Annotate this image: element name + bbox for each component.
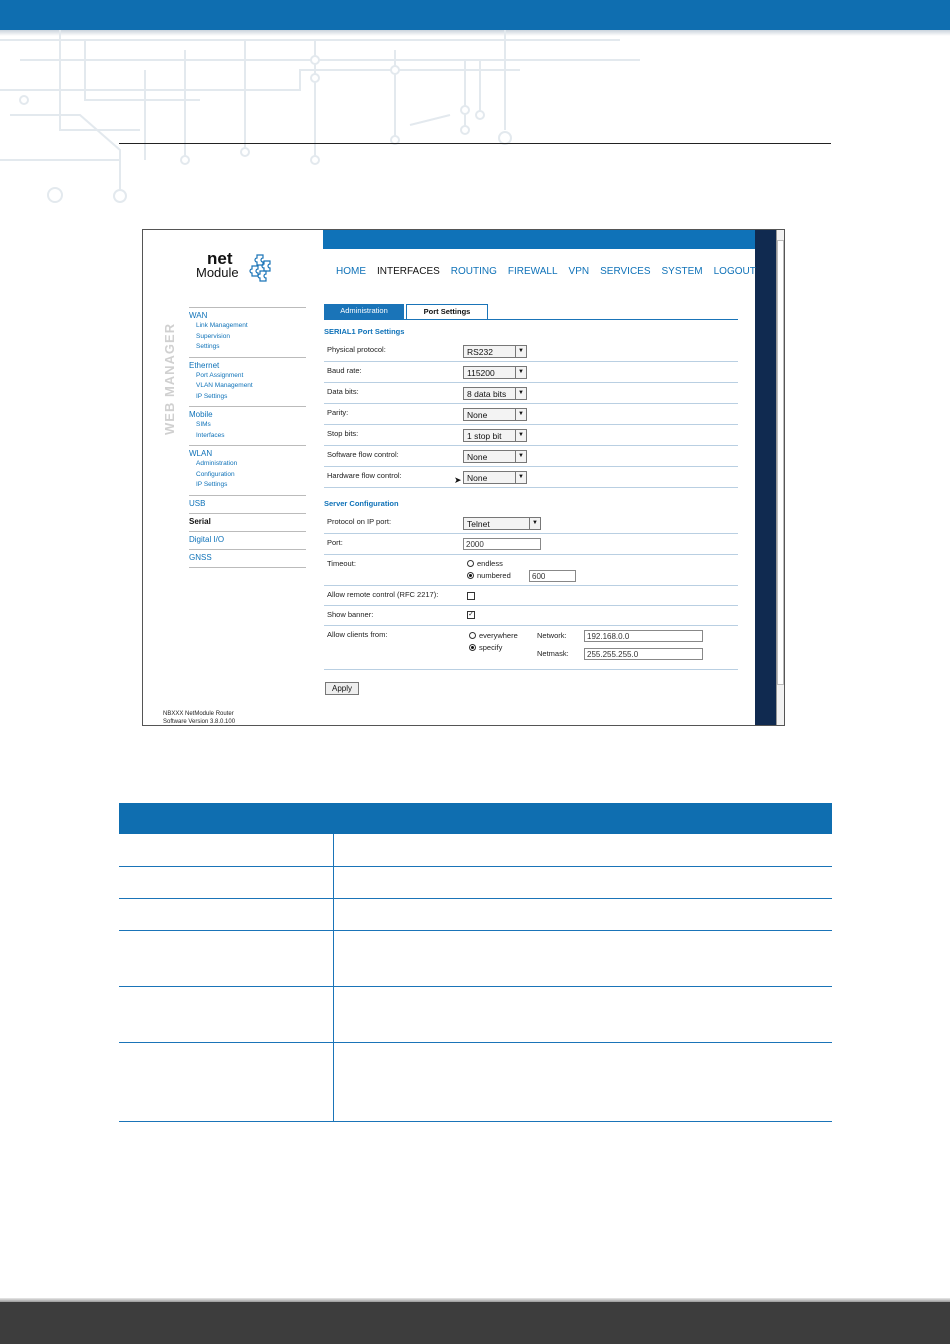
table-header-cell	[119, 803, 333, 834]
nav-interfaces[interactable]: INTERFACES	[377, 266, 440, 277]
table-cell	[119, 866, 333, 898]
tab-port-settings[interactable]: Port Settings	[406, 304, 488, 319]
table-row	[119, 930, 832, 986]
allow-clients-label: Allow clients from:	[327, 630, 388, 639]
protocol-select[interactable]	[463, 517, 541, 530]
tab-underline	[324, 319, 738, 320]
row-show-banner	[324, 606, 738, 626]
chevron-down-icon: ▼	[515, 472, 526, 483]
sidebar-item-wlan-administration[interactable]: Administration	[196, 460, 238, 467]
sidebar-item-vlan-management[interactable]: VLAN Management	[196, 382, 253, 389]
parity-select[interactable]	[463, 408, 527, 421]
physical-protocol-value: RS232	[467, 347, 493, 357]
nav-services[interactable]: SERVICES	[600, 266, 651, 277]
table-row	[119, 1042, 832, 1121]
parameter-table	[119, 803, 832, 1122]
remote-control-label: Allow remote control (RFC 2217):	[327, 590, 439, 599]
protocol-value: Telnet	[467, 519, 490, 529]
table-cell	[333, 930, 832, 986]
main-nav	[336, 266, 756, 277]
tab-bar	[324, 304, 488, 319]
sidebar-item-usb[interactable]: USB	[189, 498, 206, 508]
scrollbar-thumb[interactable]	[777, 240, 784, 685]
table-row	[119, 834, 832, 866]
port-label: Port:	[327, 538, 343, 547]
hardware-flow-control-label: Hardware flow control:	[327, 471, 402, 480]
sidebar-item-wan-settings[interactable]: Settings	[196, 343, 220, 350]
web-manager-screenshot	[142, 229, 785, 726]
row-baud-rate	[324, 362, 738, 383]
physical-protocol-select[interactable]	[463, 345, 527, 358]
row-parity	[324, 404, 738, 425]
network-label: Network:	[537, 631, 567, 640]
table-row	[119, 866, 832, 898]
nav-system[interactable]: SYSTEM	[661, 266, 703, 277]
data-bits-select[interactable]	[463, 387, 527, 400]
timeout-endless-label: endless	[477, 559, 503, 568]
row-stop-bits	[324, 425, 738, 446]
table-cell	[119, 986, 333, 1042]
nav-home[interactable]: HOME	[336, 266, 366, 277]
data-bits-value: 8 data bits	[467, 389, 507, 399]
timeout-endless-radio[interactable]	[467, 560, 474, 567]
sidebar-item-digital-io[interactable]: Digital I/O	[189, 534, 225, 544]
table-cell	[119, 898, 333, 930]
apply-button[interactable]: Apply	[325, 682, 359, 695]
serial-section-title: SERIAL1 Port Settings	[324, 327, 405, 336]
nav-firewall[interactable]: FIREWALL	[507, 266, 558, 277]
stop-bits-label: Stop bits:	[327, 429, 359, 438]
table-row	[119, 986, 832, 1042]
physical-protocol-label: Physical protocol:	[327, 345, 386, 354]
chevron-down-icon: ▼	[515, 367, 526, 378]
sidebar-section-digital-io	[189, 531, 306, 549]
sidebar-item-link-management[interactable]: Link Management	[196, 322, 248, 329]
clients-everywhere-label: everywhere	[479, 631, 518, 640]
netmodule-logo	[193, 249, 273, 283]
row-allow-clients	[324, 626, 738, 670]
logo-net-text: net	[207, 249, 233, 268]
web-manager-header-band	[323, 230, 755, 249]
protocol-label: Protocol on IP port:	[327, 517, 392, 526]
remote-control-checkbox[interactable]	[467, 592, 475, 600]
router-name: NBXXX NetModule Router	[163, 711, 234, 717]
row-hardware-flow-control	[324, 467, 738, 488]
clients-specify-radio[interactable]	[469, 644, 476, 651]
sidebar-item-wlan[interactable]: WLAN	[189, 449, 213, 458]
sidebar-section-wlan	[189, 445, 306, 495]
netmask-input[interactable]: 255.255.255.0	[584, 648, 703, 660]
nav-routing[interactable]: ROUTING	[450, 266, 497, 277]
software-flow-control-value: None	[467, 452, 488, 462]
table-cell	[333, 1042, 832, 1121]
stop-bits-select[interactable]	[463, 429, 527, 442]
sidebar-item-wlan-configuration[interactable]: Configuration	[196, 470, 235, 478]
parity-label: Parity:	[327, 408, 349, 417]
sidebar-item-ethernet-ip-settings[interactable]: IP Settings	[196, 392, 228, 400]
table-cell	[119, 834, 333, 866]
sidebar-section-serial	[189, 513, 306, 531]
table-row	[119, 898, 832, 930]
hardware-flow-control-value: None	[467, 473, 488, 483]
nav-logout[interactable]: LOGOUT	[713, 266, 756, 277]
chevron-down-icon: ▼	[515, 388, 526, 399]
clients-specify-label: specify	[479, 643, 503, 652]
table-cell	[119, 1042, 333, 1121]
row-remote-control	[324, 586, 738, 606]
sidebar-item-sims[interactable]: SIMs	[196, 421, 211, 428]
sidebar-section-usb	[189, 495, 306, 513]
circuit-decoration	[0, 30, 650, 220]
tab-administration[interactable]: Administration	[324, 304, 404, 319]
data-bits-label: Data bits:	[327, 387, 359, 396]
row-protocol-on-ip-port	[324, 513, 738, 534]
sidebar-item-wlan-ip-settings[interactable]: IP Settings	[196, 481, 228, 488]
sidebar-section-gnss	[189, 549, 306, 568]
version-text: Software Version 3.8.0.100	[163, 719, 236, 725]
sidebar-item-supervision[interactable]: Supervision	[196, 332, 230, 340]
clients-everywhere-radio[interactable]	[469, 632, 476, 639]
sidebar-item-ethernet[interactable]: Ethernet	[189, 360, 220, 370]
nav-vpn[interactable]: VPN	[568, 266, 590, 277]
software-flow-control-select[interactable]	[463, 450, 527, 463]
sidebar-section-wan	[189, 307, 306, 357]
row-port	[324, 534, 738, 555]
timeout-label: Timeout:	[327, 559, 356, 568]
header-rule	[119, 143, 831, 144]
show-banner-label: Show banner:	[327, 610, 374, 619]
network-input[interactable]: 192.168.0.0	[584, 630, 703, 642]
sidebar-item-port-assignment[interactable]: Port Assignment	[196, 371, 244, 379]
sidebar-item-mobile-interfaces[interactable]: Interfaces	[196, 431, 225, 439]
table-cell	[333, 866, 832, 898]
sidebar-section-ethernet	[189, 357, 306, 407]
baud-rate-label: Baud rate:	[327, 366, 362, 375]
mouse-cursor-icon: ➤	[454, 475, 462, 485]
web-manager-watermark: WEB MANAGER	[162, 322, 177, 435]
show-banner-checkbox[interactable]: ✓	[468, 611, 474, 618]
row-data-bits	[324, 383, 738, 404]
top-banner	[0, 0, 950, 30]
chevron-down-icon: ▼	[515, 346, 526, 357]
parity-value: None	[467, 410, 488, 420]
timeout-numbered-label: numbered	[477, 571, 511, 580]
footer-bar	[0, 1302, 950, 1344]
sidebar-item-wan[interactable]: WAN	[189, 311, 208, 320]
table-header-row	[119, 803, 832, 834]
baud-rate-select[interactable]	[463, 366, 527, 379]
timeout-input[interactable]: 600	[529, 570, 576, 582]
sidebar-item-serial[interactable]: Serial	[189, 516, 211, 526]
table-cell	[333, 834, 832, 866]
timeout-numbered-radio[interactable]	[467, 572, 474, 579]
sidebar-item-mobile[interactable]: Mobile	[189, 410, 213, 419]
chevron-down-icon: ▼	[515, 409, 526, 420]
sidebar	[189, 307, 306, 568]
hardware-flow-control-select[interactable]	[463, 471, 527, 484]
table-cell	[333, 986, 832, 1042]
netmask-label: Netmask:	[537, 649, 569, 658]
chevron-down-icon: ▼	[529, 518, 540, 529]
row-timeout	[324, 555, 738, 586]
server-section-title: Server Configuration	[324, 499, 399, 508]
chevron-down-icon: ▼	[515, 430, 526, 441]
logo-module-text: Module	[196, 265, 239, 280]
table-cell	[119, 930, 333, 986]
row-physical-protocol	[324, 341, 738, 362]
chevron-down-icon: ▼	[515, 451, 526, 462]
row-software-flow-control	[324, 446, 738, 467]
software-flow-control-label: Software flow control:	[327, 450, 399, 459]
sidebar-section-mobile	[189, 406, 306, 445]
port-input[interactable]: 2000	[463, 538, 541, 550]
sidebar-item-gnss[interactable]: GNSS	[189, 552, 212, 562]
software-version	[163, 710, 235, 726]
table-cell	[333, 898, 832, 930]
stop-bits-value: 1 stop bit	[467, 431, 502, 441]
baud-rate-value: 115200	[467, 368, 495, 378]
table-header-cell	[333, 803, 832, 834]
puzzle-icon	[249, 252, 277, 282]
